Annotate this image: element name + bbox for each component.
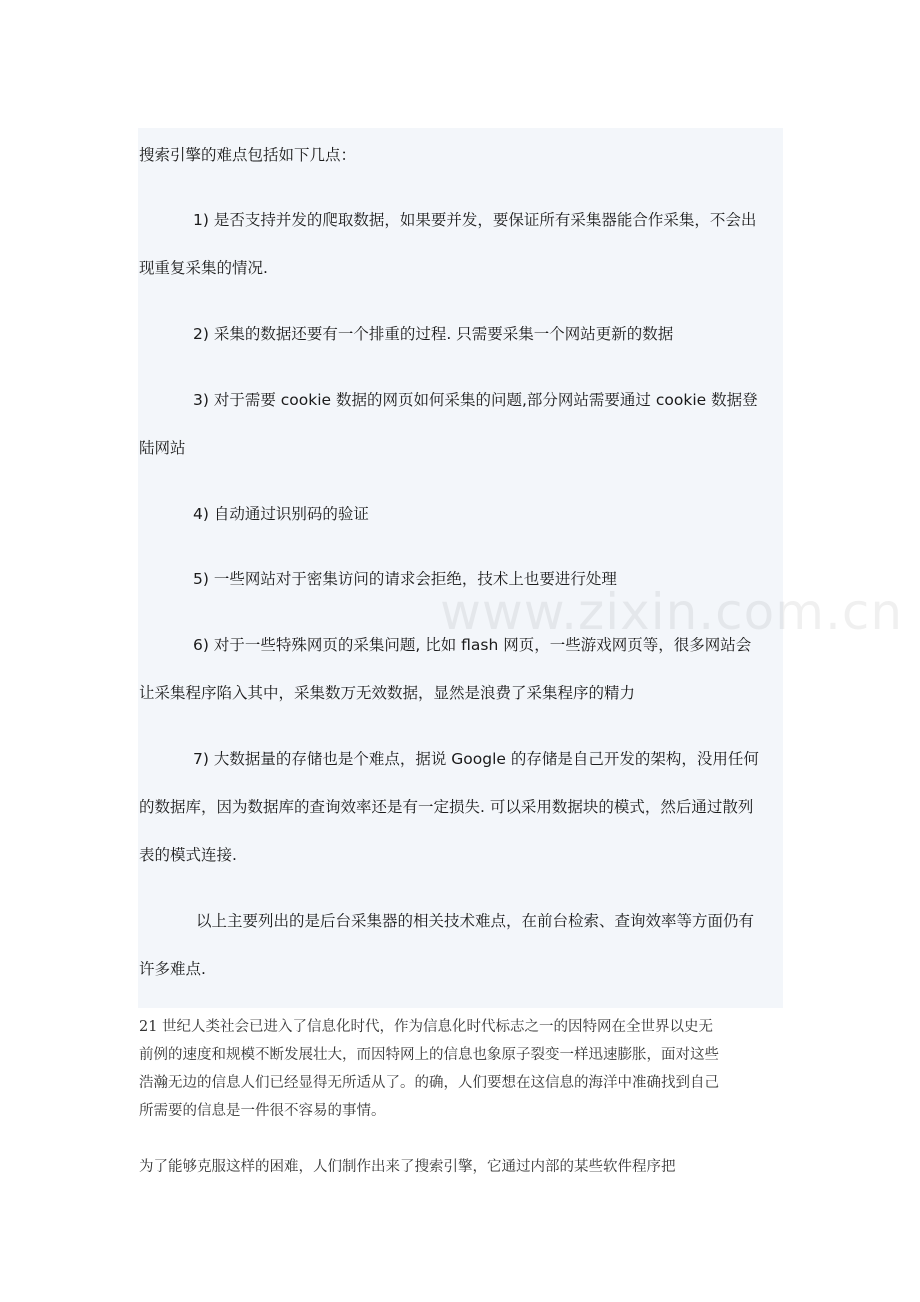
watermark: www.zixin.com.cn xyxy=(440,583,904,641)
item-5-line-1: 5) 一些网站对于密集访问的请求会拒绝，技术上也要进行处理 xyxy=(193,570,617,588)
item-2-line-1: 2) 采集的数据还要有一个排重的过程. 只需要采集一个网站更新的数据 xyxy=(193,325,674,343)
item-1-line-2: 现重复采集的情况. xyxy=(139,259,268,277)
intro-heading: 搜索引擎的难点包括如下几点： xyxy=(139,146,357,164)
item-3-line-1: 3) 对于需要 cookie 数据的网页如何采集的问题,部分网站需要通过 cookie 数据登 xyxy=(193,391,758,409)
item-4-line-1: 4) 自动通过识别码的验证 xyxy=(193,505,369,523)
item-1-line-1: 1) 是否支持并发的爬取数据，如果要并发，要保证所有采集器能合作采集，不会出 xyxy=(193,211,757,229)
paragraph-1-line-4: 所需要的信息是一件很不容易的事情。 xyxy=(139,1103,386,1119)
summary-line-1: 以上主要列出的是后台采集器的相关技术难点，在前台检索、查询效率等方面仍有 xyxy=(196,912,755,930)
item-3-line-2: 陆网站 xyxy=(139,439,186,457)
item-7-line-3: 表的模式连接. xyxy=(139,846,237,864)
paragraph-1-line-1: 21 世纪人类社会已进入了信息化时代，作为信息化时代标志之一的因特网在全世界以史无 xyxy=(139,1019,714,1035)
item-7-line-2: 的数据库，因为数据库的查询效率还是有一定损失. 可以采用数据块的模式，然后通过散列 xyxy=(139,798,754,816)
item-6-line-2: 让采集程序陷入其中，采集数万无效数据，显然是浪费了采集程序的精力 xyxy=(139,684,636,702)
summary-line-2: 许多难点. xyxy=(139,960,206,978)
item-7-line-1: 7) 大数据量的存储也是个难点，据说 Google 的存储是自己开发的架构，没用任何 xyxy=(193,750,759,768)
paragraph-1-line-3: 浩瀚无边的信息人们已经显得无所适从了。的确，人们要想在这信息的海洋中准确找到自己 xyxy=(139,1075,719,1091)
item-6-line-1: 6) 对于一些特殊网页的采集问题, 比如 flash 网页，一些游戏网页等，很多网站会 xyxy=(193,636,752,654)
paragraph-2-line-1: 为了能够克服这样的困难，人们制作出来了搜索引擎，它通过内部的某些软件程序把 xyxy=(139,1159,676,1175)
paragraph-1-line-2: 前例的速度和规模不断发展壮大，而因特网上的信息也象原子裂变一样迅速膨胀，面对这些 xyxy=(139,1047,719,1063)
